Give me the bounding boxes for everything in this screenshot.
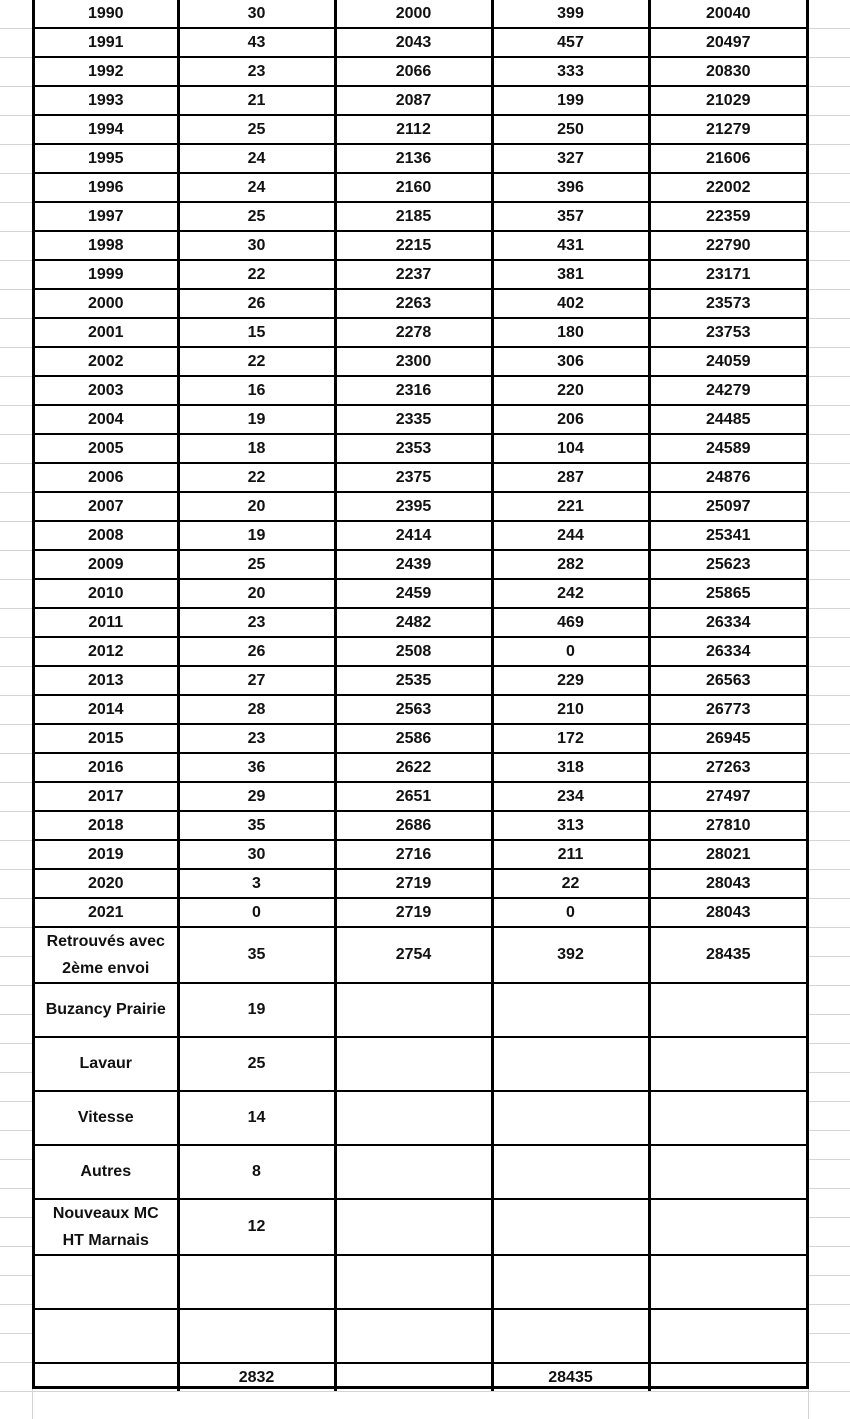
year-cell: 2000 xyxy=(35,289,178,318)
cell-col-1: 30 xyxy=(178,231,335,260)
cell-col-2: 2300 xyxy=(335,347,492,376)
cell-col-3: 242 xyxy=(492,579,649,608)
year-row xyxy=(35,521,806,550)
cell-col-4: 27497 xyxy=(649,782,806,811)
cell-col-4 xyxy=(649,1091,806,1145)
cell-col-2: 2353 xyxy=(335,434,492,463)
cell-col-1: 29 xyxy=(178,782,335,811)
year-row xyxy=(35,782,806,811)
year-cell: 2001 xyxy=(35,318,178,347)
cell-col-4: 25097 xyxy=(649,492,806,521)
cell-col-2: 2414 xyxy=(335,521,492,550)
cell-col-1: 15 xyxy=(178,318,335,347)
cell-col-3: 357 xyxy=(492,202,649,231)
extra-row-buzancy xyxy=(35,983,806,1037)
row-label xyxy=(35,927,178,983)
cell-col-2: 2439 xyxy=(335,550,492,579)
cell-col-4: 27263 xyxy=(649,753,806,782)
year-cell: 2016 xyxy=(35,753,178,782)
year-row xyxy=(35,28,806,57)
empty-cell xyxy=(492,1309,649,1363)
row-label-line-1: Nouveaux MC xyxy=(52,1205,159,1222)
row-label: Lavaur xyxy=(35,1037,178,1091)
cell-col-2 xyxy=(335,1145,492,1199)
cell-col-4: 24485 xyxy=(649,405,806,434)
cell-col-3: 313 xyxy=(492,811,649,840)
cell-col-1: 25 xyxy=(178,202,335,231)
cell-col-1: 0 xyxy=(178,898,335,927)
cell-col-1: 36 xyxy=(178,753,335,782)
cell-col-4: 24279 xyxy=(649,376,806,405)
empty-cell xyxy=(35,1255,178,1309)
cell-col-2: 2754 xyxy=(335,927,492,983)
totals-row xyxy=(35,1363,806,1391)
cell-col-1: 20 xyxy=(178,579,335,608)
year-cell: 2002 xyxy=(35,347,178,376)
cell-col-1: 24 xyxy=(178,173,335,202)
cell-col-4 xyxy=(649,1145,806,1199)
cell-col-1: 19 xyxy=(178,405,335,434)
cell-col-4: 23753 xyxy=(649,318,806,347)
cell-col-1: 43 xyxy=(178,28,335,57)
cell-col-3: 327 xyxy=(492,144,649,173)
cell-col-4 xyxy=(649,1037,806,1091)
cell-col-3: 306 xyxy=(492,347,649,376)
year-row xyxy=(35,144,806,173)
cell-col-2: 2185 xyxy=(335,202,492,231)
cell-col-4: 23573 xyxy=(649,289,806,318)
cell-col-4: 28043 xyxy=(649,869,806,898)
cell-col-1: 24 xyxy=(178,144,335,173)
cell-col-2 xyxy=(335,1037,492,1091)
cell-col-4 xyxy=(649,1363,806,1391)
cell-col-2: 2686 xyxy=(335,811,492,840)
cell-col-3: 392 xyxy=(492,927,649,983)
cell-col-2: 2112 xyxy=(335,115,492,144)
year-cell: 2011 xyxy=(35,608,178,637)
cell-col-3: 22 xyxy=(492,869,649,898)
cell-col-2: 2651 xyxy=(335,782,492,811)
extra-row-lavaur xyxy=(35,1037,806,1091)
empty-cell xyxy=(35,1309,178,1363)
cell-col-1: 21 xyxy=(178,86,335,115)
totals-label-cell xyxy=(35,1363,178,1391)
year-row xyxy=(35,695,806,724)
cell-col-1: 18 xyxy=(178,434,335,463)
year-row xyxy=(35,666,806,695)
nouveaux-row xyxy=(35,1199,806,1255)
year-cell: 1994 xyxy=(35,115,178,144)
cell-col-3 xyxy=(492,1199,649,1255)
cell-col-1: 30 xyxy=(178,840,335,869)
year-cell: 2012 xyxy=(35,637,178,666)
cell-col-2: 2136 xyxy=(335,144,492,173)
year-row xyxy=(35,898,806,927)
cell-col-3 xyxy=(492,1145,649,1199)
year-cell: 2003 xyxy=(35,376,178,405)
cell-col-3 xyxy=(492,1091,649,1145)
cell-col-3: 431 xyxy=(492,231,649,260)
cell-col-3: 396 xyxy=(492,173,649,202)
cell-col-1: 8 xyxy=(178,1145,335,1199)
year-row xyxy=(35,405,806,434)
cell-col-3: 172 xyxy=(492,724,649,753)
year-row xyxy=(35,376,806,405)
cell-col-1: 35 xyxy=(178,811,335,840)
year-cell: 2017 xyxy=(35,782,178,811)
empty-cell xyxy=(492,1255,649,1309)
cell-col-1: 22 xyxy=(178,463,335,492)
cell-col-2: 2335 xyxy=(335,405,492,434)
cell-col-2 xyxy=(335,983,492,1037)
cell-col-4: 20040 xyxy=(649,0,806,28)
cell-col-4: 22002 xyxy=(649,173,806,202)
year-cell: 1990 xyxy=(87,4,124,22)
cell-col-4 xyxy=(649,1199,806,1255)
cell-col-3: 457 xyxy=(492,28,649,57)
year-row xyxy=(35,637,806,666)
year-row xyxy=(35,86,806,115)
cell-col-3: 469 xyxy=(492,608,649,637)
empty-cell xyxy=(649,1255,806,1309)
extra-row-vitesse xyxy=(35,1091,806,1145)
year-row xyxy=(35,463,806,492)
cell-col-1: 23 xyxy=(178,57,335,86)
cell-col-1: 25 xyxy=(178,1037,335,1091)
data-table xyxy=(35,0,806,1391)
cell-col-1: 22 xyxy=(178,260,335,289)
row-label-line-2: HT Marnais xyxy=(62,1232,149,1249)
cell-col-3: 318 xyxy=(492,753,649,782)
cell-col-1: 25 xyxy=(178,550,335,579)
year-cell: 1997 xyxy=(35,202,178,231)
cell-col-1: 19 xyxy=(178,521,335,550)
cell-col-1: 25 xyxy=(178,115,335,144)
cell-col-4: 20497 xyxy=(649,28,806,57)
year-cell: 1999 xyxy=(35,260,178,289)
year-cell: 2013 xyxy=(35,666,178,695)
cell-col-4: 25341 xyxy=(649,521,806,550)
cell-col-3: 199 xyxy=(492,86,649,115)
cell-col-2: 2066 xyxy=(335,57,492,86)
cell-col-4: 25865 xyxy=(649,579,806,608)
cell-col-3: 402 xyxy=(492,289,649,318)
cell-col-2: 2316 xyxy=(335,376,492,405)
cell-col-3: 250 xyxy=(492,115,649,144)
year-cell: 2008 xyxy=(35,521,178,550)
cell-col-3: 220 xyxy=(492,376,649,405)
cell-col-2: 2719 xyxy=(335,869,492,898)
empty-cell xyxy=(335,1309,492,1363)
cell-col-4: 26334 xyxy=(649,608,806,637)
row-label-line-1: Retrouvés avec xyxy=(46,933,165,950)
cell-col-3: 0 xyxy=(492,898,649,927)
cell-col-1: 14 xyxy=(178,1091,335,1145)
cell-col-1: 20 xyxy=(178,492,335,521)
year-row xyxy=(35,347,806,376)
empty-cell xyxy=(649,1309,806,1363)
year-cell: 2015 xyxy=(35,724,178,753)
cell-col-2: 2716 xyxy=(335,840,492,869)
cell-col-3 xyxy=(492,983,649,1037)
table-body xyxy=(35,0,806,1391)
year-row xyxy=(35,318,806,347)
total-col-3: 28435 xyxy=(492,1363,649,1391)
cell-col-2: 2563 xyxy=(335,695,492,724)
year-cell: 1996 xyxy=(35,173,178,202)
cell-col-4: 22359 xyxy=(649,202,806,231)
cell-col-3: 206 xyxy=(492,405,649,434)
cell-col-1: 16 xyxy=(178,376,335,405)
cell-col-2: 2375 xyxy=(335,463,492,492)
year-cell: 2007 xyxy=(35,492,178,521)
cell-col-4: 26945 xyxy=(649,724,806,753)
cell-col-4: 26334 xyxy=(649,637,806,666)
cell-col-3: 234 xyxy=(492,782,649,811)
cell-col-4: 24059 xyxy=(649,347,806,376)
cell-col-1: 30 xyxy=(178,0,335,28)
year-cell: 2014 xyxy=(35,695,178,724)
year-cell: 1995 xyxy=(35,144,178,173)
year-row xyxy=(35,260,806,289)
cell-col-1: 12 xyxy=(178,1199,335,1255)
cell-col-2: 2215 xyxy=(335,231,492,260)
cell-col-3: 333 xyxy=(492,57,649,86)
year-cell: 2005 xyxy=(35,434,178,463)
cell-col-3: 244 xyxy=(492,521,649,550)
data-sheet xyxy=(32,0,809,1389)
spreadsheet-gridlines xyxy=(809,0,850,1419)
cell-col-4: 22790 xyxy=(649,231,806,260)
cell-col-4: 21279 xyxy=(649,115,806,144)
cell-col-3: 210 xyxy=(492,695,649,724)
cell-col-4: 24589 xyxy=(649,434,806,463)
year-cell: 2021 xyxy=(35,898,178,927)
cell-col-4: 24876 xyxy=(649,463,806,492)
cell-col-2: 2535 xyxy=(335,666,492,695)
total-col-1: 2832 xyxy=(178,1363,335,1391)
row-label: Autres xyxy=(35,1145,178,1199)
cell-col-1: 35 xyxy=(178,927,335,983)
cell-col-2: 2719 xyxy=(335,898,492,927)
year-row xyxy=(35,724,806,753)
year-row xyxy=(35,173,806,202)
year-cell: 2020 xyxy=(35,869,178,898)
cell-col-4: 21606 xyxy=(649,144,806,173)
cell-col-1: 19 xyxy=(178,983,335,1037)
year-cell: 2009 xyxy=(35,550,178,579)
cell-col-1: 22 xyxy=(178,347,335,376)
year-row xyxy=(35,608,806,637)
cell-col-2: 2160 xyxy=(335,173,492,202)
year-row xyxy=(35,434,806,463)
cell-col-2: 2278 xyxy=(335,318,492,347)
cell-col-3: 229 xyxy=(492,666,649,695)
cell-col-4: 26563 xyxy=(649,666,806,695)
year-row xyxy=(35,492,806,521)
cell-col-2: 2237 xyxy=(335,260,492,289)
cell-col-2: 2622 xyxy=(335,753,492,782)
year-cell: 1993 xyxy=(35,86,178,115)
cell-col-1: 26 xyxy=(178,637,335,666)
year-row xyxy=(35,115,806,144)
cell-col-3: 211 xyxy=(492,840,649,869)
empty-cell xyxy=(178,1255,335,1309)
cell-col-2: 2586 xyxy=(335,724,492,753)
cell-col-4: 21029 xyxy=(649,86,806,115)
year-row xyxy=(35,231,806,260)
year-row xyxy=(35,811,806,840)
cell-col-4: 27810 xyxy=(649,811,806,840)
cell-col-1: 27 xyxy=(178,666,335,695)
empty-row xyxy=(35,1309,806,1363)
row-label: Buzancy Prairie xyxy=(35,983,178,1037)
row-label: Vitesse xyxy=(35,1091,178,1145)
year-row xyxy=(35,57,806,86)
year-cell: 2010 xyxy=(35,579,178,608)
cell-col-1: 23 xyxy=(178,724,335,753)
cell-col-1: 3 xyxy=(178,869,335,898)
cell-col-4: 28021 xyxy=(649,840,806,869)
row-label-line-2: 2ème envoi xyxy=(62,960,150,977)
cell-col-2: 2000 xyxy=(335,0,492,28)
cell-col-3: 287 xyxy=(492,463,649,492)
year-cell: 1992 xyxy=(35,57,178,86)
cell-col-2: 2508 xyxy=(335,637,492,666)
year-cell: 2018 xyxy=(35,811,178,840)
cell-col-4: 20830 xyxy=(649,57,806,86)
cell-col-4: 28043 xyxy=(649,898,806,927)
cell-col-2 xyxy=(335,1199,492,1255)
year-row xyxy=(35,0,806,28)
year-cell: 1991 xyxy=(35,28,178,57)
cell-col-1: 28 xyxy=(178,695,335,724)
row-label xyxy=(35,1199,178,1255)
cell-col-3: 399 xyxy=(492,0,649,28)
cell-col-2 xyxy=(335,1091,492,1145)
empty-cell xyxy=(178,1309,335,1363)
cell-col-3: 180 xyxy=(492,318,649,347)
retrouves-row xyxy=(35,927,806,983)
cell-col-3: 221 xyxy=(492,492,649,521)
cell-col-3: 282 xyxy=(492,550,649,579)
cell-col-3: 0 xyxy=(492,637,649,666)
cell-col-1: 26 xyxy=(178,289,335,318)
cell-col-2: 2395 xyxy=(335,492,492,521)
cell-col-4: 25623 xyxy=(649,550,806,579)
cell-col-4: 26773 xyxy=(649,695,806,724)
year-cell: 1998 xyxy=(35,231,178,260)
cell-col-2: 2459 xyxy=(335,579,492,608)
year-row xyxy=(35,202,806,231)
cell-col-4: 23171 xyxy=(649,260,806,289)
year-row xyxy=(35,840,806,869)
extra-row-autres xyxy=(35,1145,806,1199)
year-cell: 2006 xyxy=(35,463,178,492)
cell-col-4: 28435 xyxy=(649,927,806,983)
year-row xyxy=(35,869,806,898)
cell-col-2: 2087 xyxy=(335,86,492,115)
cell-col-2: 2043 xyxy=(335,28,492,57)
cell-col-1: 23 xyxy=(178,608,335,637)
year-cell: 2019 xyxy=(35,840,178,869)
empty-row xyxy=(35,1255,806,1309)
cell-col-2 xyxy=(335,1363,492,1391)
year-row xyxy=(35,579,806,608)
year-cell: 2004 xyxy=(35,405,178,434)
empty-cell xyxy=(335,1255,492,1309)
cell-col-3: 104 xyxy=(492,434,649,463)
cell-col-2: 2482 xyxy=(335,608,492,637)
cell-col-3: 381 xyxy=(492,260,649,289)
cell-col-4 xyxy=(649,983,806,1037)
cell-col-2: 2263 xyxy=(335,289,492,318)
year-row xyxy=(35,289,806,318)
cell-col-3 xyxy=(492,1037,649,1091)
year-row xyxy=(35,550,806,579)
year-row xyxy=(35,753,806,782)
